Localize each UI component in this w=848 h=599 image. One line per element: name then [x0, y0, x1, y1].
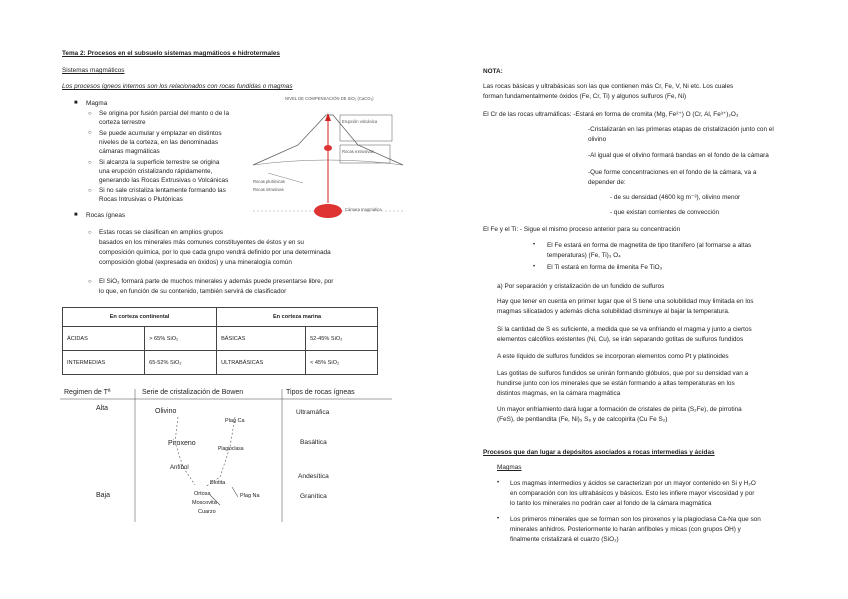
- cr-item: -Cristalizarán en las primeras etapas de cristalización junto con el: [588, 126, 774, 133]
- feti-item: temperaturas) (Fe, Ti)₃ O₄: [547, 252, 621, 259]
- bowen-series-figure: [60, 387, 392, 522]
- temp-low-label: Baja: [96, 492, 111, 499]
- circle-bullet-icon: ○: [88, 279, 92, 285]
- bullet-icon: ■: [74, 212, 78, 218]
- bullet-icon: •: [533, 264, 536, 270]
- magmas-item: minerales anhidros. Posteriormente lo harán anfíboles y micas (con grupos OH) y: [510, 526, 741, 533]
- magma-item: corteza terrestre: [99, 119, 146, 126]
- circle-bullet-icon: ○: [88, 130, 92, 136]
- magmas-item: finalmente cristalizará el cuarzo (SiO₂): [510, 536, 619, 543]
- mineral-label: Ortosa: [194, 491, 211, 497]
- table-header: En corteza marina: [217, 308, 378, 327]
- paragraph-line: Si la cantidad de S es suficiente, a medida que se va enfriando el magma y junto a ciertos: [497, 326, 752, 333]
- magmas-item: Los magmas intermedios y ácidos se caracterizan por un mayor contenido en Si y H₂O: [510, 480, 756, 487]
- paragraph-line: Las rocas básicas y ultrabásicas son las que contienen más Cr, Fe, V, Ni etc. Los cuales: [483, 83, 734, 90]
- magma-item: una erupción cristalizando rápidamente,: [99, 168, 213, 175]
- section-heading: Procesos que dan lugar a depósitos asociados a rocas intermedias y ácidas: [483, 449, 715, 456]
- table-cell: INTERMEDIAS: [63, 351, 145, 375]
- mineral-label: Plag Na: [240, 493, 260, 499]
- rock-type-label: Basáltica: [300, 439, 327, 446]
- rocas-paragraph-line: composición química, por lo que cada grupo vendrá definido por una determinada: [99, 249, 331, 256]
- diagram-label: Erupción volcánica: [342, 119, 378, 124]
- cr-line: El Cr de las rocas ultramáficas: -Estará en forma de cromita (Mg, Fe²⁺) O (Cr, Al, Fe³⁺)₂O₃: [483, 111, 739, 118]
- cr-item: olivino: [588, 136, 607, 143]
- table-cell: 65-52% SiO₂: [145, 351, 217, 375]
- section-subtitle: Sistemas magmáticos: [62, 67, 125, 74]
- rocas-paragraph-line: Estas rocas se clasifican en amplios grupos: [99, 229, 223, 236]
- paragraph-line: magmas silicatados y además dicha solubilidad disminuye al bajar la temperatura.: [497, 308, 730, 315]
- bowen-lines: [60, 387, 392, 522]
- magmas-item: Los primeros minerales que se forman son los piroxenos y la plagioclasa Ca-Na que son: [510, 516, 761, 523]
- paragraph-line: Las gotitas de sulfuros fundidos se unirán formando glóbulos, que por su densidad van a: [497, 370, 749, 377]
- mineral-label: Plag Ca: [225, 418, 245, 424]
- table-cell: > 65% SiO₂: [145, 327, 217, 351]
- table-cell: < 45% SiO₂: [306, 351, 378, 375]
- cr-item: -Que forme concentraciones en el fondo de la cámara, va a: [588, 169, 757, 176]
- temp-high-label: Alta: [96, 405, 109, 412]
- cr-item: -Al igual que el olivino formará bandas en el fondo de la cámara: [588, 152, 769, 159]
- feti-line: El Fe y el Ti: - Sigue el mismo proceso anterior para su concentración: [483, 226, 681, 233]
- diagram-label: Rocas plutónicas: [253, 179, 285, 184]
- paragraph-line: elementos calcófilos existentes (Ni, Cu), se irán separando gotitas de sulfuros fundidos: [497, 336, 744, 343]
- bullet-icon: •: [533, 242, 536, 248]
- dependence-item: - que existan corrientes de convección: [610, 209, 720, 216]
- magma-heading: Magma: [86, 100, 108, 107]
- bowen-col-header: Serie de cristalización de Bowen: [142, 389, 244, 396]
- magmas-item: en comparación con los ultrabásicos y básicos. Esto les infiere mayor viscosidad y por: [510, 490, 755, 497]
- diagram-label-top: NIVEL DE COMPENSACIÓN DE SiO₂ (CaCO₃): [285, 96, 374, 101]
- mineral-label: Cuarzo: [198, 509, 216, 515]
- magma-item: Se origina por fusión parcial del manto o de la: [99, 110, 230, 117]
- paragraph-line: Hay que tener en cuenta en primer lugar que el S tiene una solubilidad muy limitada en los: [497, 298, 754, 305]
- magma-item: Se puede acumular y emplazar en distintos: [99, 130, 222, 137]
- mineral-label: Plagioclasa: [218, 446, 244, 452]
- bowen-col-header: Tipos de rocas ígneas: [286, 389, 355, 396]
- rocas-heading: Rocas ígneas: [86, 212, 126, 219]
- circle-bullet-icon: ○: [88, 160, 92, 166]
- note-heading: NOTA:: [483, 68, 503, 75]
- diagram-label: Rocas extrusivas: [342, 149, 374, 154]
- rock-type-label: Granítica: [300, 493, 327, 500]
- paragraph-line: Un mayor enfriamiento dará lugar a formación de cristales de pirita (S₂Fe), de pirrotina: [497, 406, 742, 413]
- mineral-label: Piroxeno: [168, 440, 196, 447]
- magma-item: Rocas Intrusivas o Plutónicas: [99, 196, 183, 203]
- feti-item: El Fe estará en forma de magnetita de tipo titanífero (al formarse a altas: [547, 242, 752, 249]
- mineral-label: Moscovita: [192, 500, 217, 506]
- document-title: Tema 2: Procesos en el subsuelo sistemas magmáticos e hidrotermales: [62, 50, 280, 57]
- volcano-diagram: [248, 93, 408, 228]
- circle-bullet-icon: ○: [88, 111, 92, 117]
- diagram-label: Cámara magmática: [345, 207, 382, 212]
- paragraph-line: forman fundamentalmente óxidos (Fe, Cr, Ti) y algunos sulfuros (Fe, Ni): [483, 93, 687, 100]
- table-cell: ÁCIDAS: [63, 327, 145, 351]
- magma-item: Si alcanza la superficie terrestre se origina: [99, 159, 220, 166]
- rocas-paragraph-line: basados en los minerales más comunes constituyentes de éstos y en su: [99, 239, 304, 246]
- rock-type-label: Ultramáfica: [296, 409, 330, 416]
- magmas-heading: Magmas: [497, 464, 522, 471]
- paragraph-line: A este líquido de sulfuros fundidos se incorporan elementos como Pt y platinoides: [497, 353, 729, 360]
- magma-item: niveles de la corteza, en las denominadas: [99, 139, 219, 146]
- diagram-label: Rocas intrusivas: [253, 187, 284, 192]
- paragraph-line: (FeS), de pentlandita (Fe, Ni)₉ S₈ y de calcopirita (Cu Fe S₂): [497, 416, 668, 423]
- table-cell: 52-45% SiO₂: [306, 327, 378, 351]
- paragraph-line: distintos magmas, en la cámara magmática: [497, 390, 621, 397]
- bullet-icon: •: [497, 516, 500, 522]
- bowen-col-header: Regimen de Tª: [64, 389, 111, 396]
- magma-item: Si no sale cristaliza lentamente formando las: [99, 187, 226, 194]
- intro-line: Los procesos ígneos internos son los relacionados con rocas fundidas o magmas: [62, 83, 293, 90]
- bullet-icon: ■: [74, 100, 78, 106]
- mineral-label: Anfíbol: [170, 465, 189, 471]
- magma-item: generando las Rocas Extrusivas o Volcánicas: [99, 177, 229, 184]
- magmas-item: lo tanto los minerales no podrán caer al fondo de la cámara magmática: [510, 500, 712, 507]
- mineral-label: Olivino: [155, 408, 177, 415]
- classification-table: [62, 307, 378, 375]
- rocas-paragraph-line: composición global (expresada en óxidos) y una mineralogía común: [99, 259, 292, 266]
- bullet-icon: •: [497, 480, 500, 486]
- section-a-heading: a) Por separación y cristalización de un fundido de sulfuros: [497, 283, 665, 290]
- table-cell: BÁSICAS: [217, 327, 306, 351]
- table-cell: ULTRABÁSICAS: [217, 351, 306, 375]
- feti-item: El Ti estará en forma de ilmenita Fe TiO₃: [547, 264, 663, 271]
- magma-item: cámaras magmáticas: [99, 148, 160, 155]
- rocas-paragraph-line: lo que, en función de su contenido, también servirá de clasificador: [99, 288, 287, 295]
- rock-type-label: Andesítica: [298, 473, 329, 480]
- mineral-label: Biotita: [210, 480, 226, 486]
- dependence-item: - de su densidad (4600 kg m⁻³), olivino menor: [610, 194, 741, 201]
- table-header: En corteza continental: [63, 308, 217, 327]
- paragraph-line: hundirse junto con los minerales que se están formando a altas temperaturas en los: [497, 380, 735, 387]
- circle-bullet-icon: ○: [88, 188, 92, 194]
- circle-bullet-icon: ○: [88, 230, 92, 236]
- rocas-paragraph-line: El SiO₂ formará parte de muchos minerales y además puede presentarse libre, por: [99, 278, 334, 285]
- cr-item: depender de:: [588, 179, 626, 186]
